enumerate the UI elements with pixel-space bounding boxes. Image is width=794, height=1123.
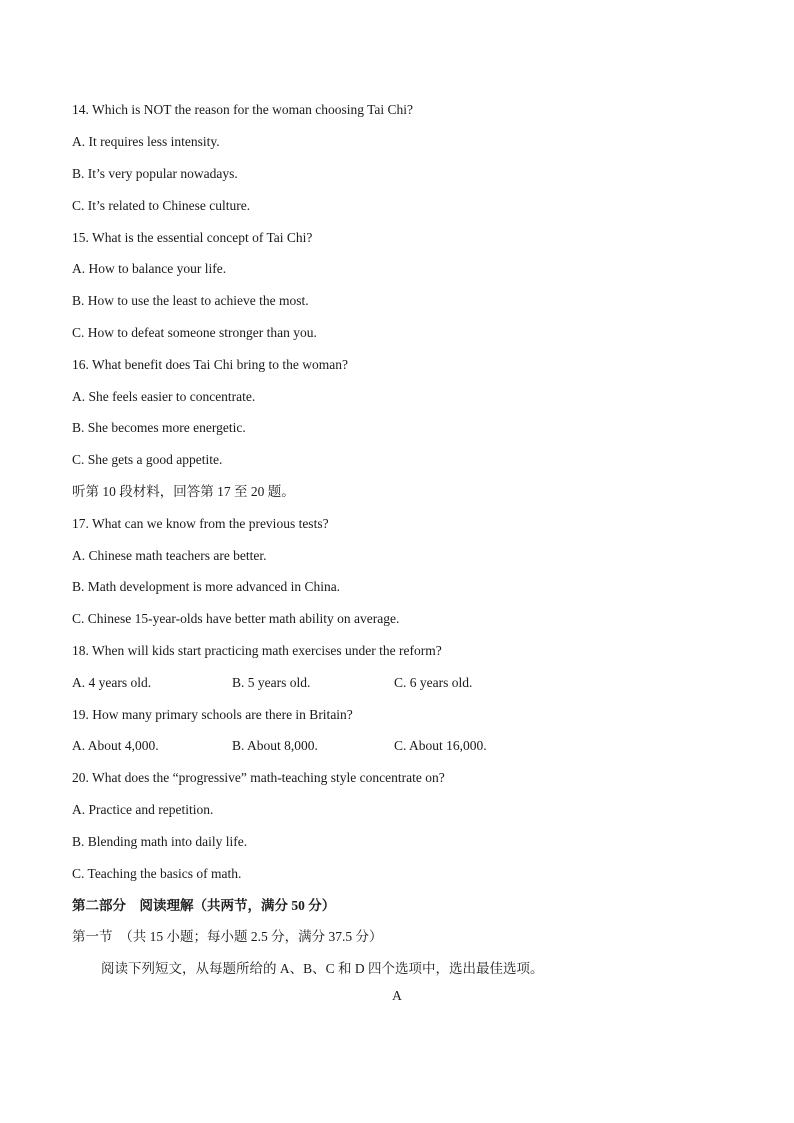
passage-label: A: [392, 988, 402, 1003]
q20-option-a: A. Practice and repetition.: [72, 802, 214, 817]
q19-option-a: A. About 4,000.: [72, 738, 159, 753]
q15-option-b: B. How to use the least to achieve the most.: [72, 293, 309, 308]
question-16: 16. What benefit does Tai Chi bring to the woman?: [72, 357, 348, 372]
q17-option-b: B. Math development is more advanced in China.: [72, 579, 341, 594]
q14-option-a: A. It requires less intensity.: [72, 134, 220, 149]
q16-option-b: B. She becomes more energetic.: [72, 420, 246, 435]
q19-option-c: C. About 16,000.: [394, 738, 487, 753]
question-15: 15. What is the essential concept of Tai Chi?: [72, 230, 313, 245]
q19-option-b: B. About 8,000.: [232, 738, 318, 753]
q15-option-c: C. How to defeat someone stronger than you.: [72, 325, 317, 340]
q20-option-b: B. Blending math into daily life.: [72, 834, 248, 849]
reading-instruction: 阅读下列短文，从每题所给的 A、B、C 和 D 四个选项中，选出最佳选项。: [101, 961, 544, 976]
q16-option-a: A. She feels easier to concentrate.: [72, 389, 256, 404]
q18-option-a: A. 4 years old.: [72, 675, 152, 690]
q17-option-a: A. Chinese math teachers are better.: [72, 548, 267, 563]
q18-options-row: [72, 674, 722, 692]
q18-option-c: C. 6 years old.: [394, 675, 473, 690]
question-17: 17. What can we know from the previous tests?: [72, 516, 329, 531]
question-18: 18. When will kids start practicing math exercises under the reform?: [72, 643, 442, 658]
part-2-heading: 第二部分 阅读理解（共两节，满分 50 分）: [72, 898, 336, 913]
q16-option-c: C. She gets a good appetite.: [72, 452, 223, 467]
q17-option-c: C. Chinese 15-year-olds have better math ability on average.: [72, 611, 400, 626]
q14-option-b: B. It’s very popular nowadays.: [72, 166, 238, 181]
question-20: 20. What does the “progressive” math-teaching style concentrate on?: [72, 770, 445, 785]
part-2-section-1-heading: 第一节 （共 15 小题；每小题 2.5 分，满分 37.5 分）: [72, 929, 383, 944]
question-14: 14. Which is NOT the reason for the woman choosing Tai Chi?: [72, 102, 413, 117]
question-19: 19. How many primary schools are there in Britain?: [72, 707, 353, 722]
q15-option-a: A. How to balance your life.: [72, 261, 227, 276]
q19-options-row: [72, 737, 722, 755]
q20-option-c: C. Teaching the basics of math.: [72, 866, 242, 881]
q14-option-c: C. It’s related to Chinese culture.: [72, 198, 251, 213]
q18-option-b: B. 5 years old.: [232, 675, 311, 690]
section-10-instruction: 听第 10 段材料，回答第 17 至 20 题。: [72, 484, 295, 499]
